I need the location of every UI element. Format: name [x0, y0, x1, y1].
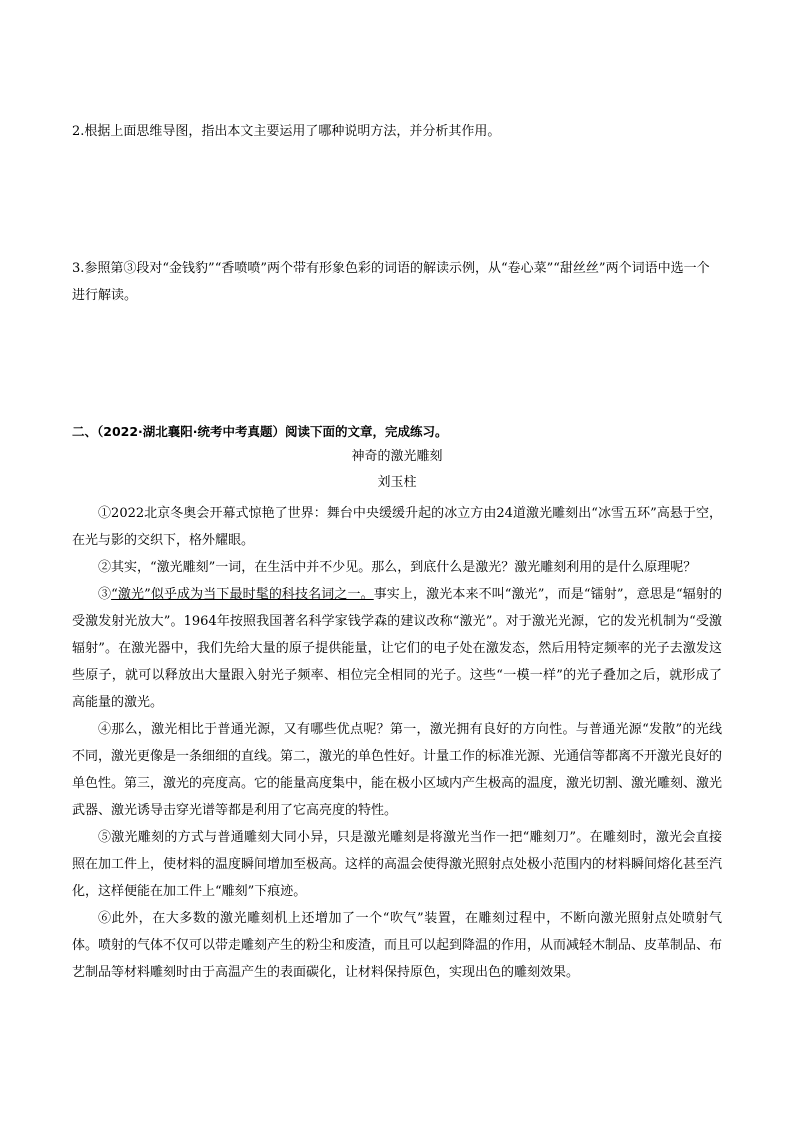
- article-author: 刘玉柱: [377, 475, 417, 490]
- section-heading: 二、（2022·湖北襄阳·统考中考真题）阅读下面的文章，完成练习。: [72, 424, 448, 439]
- article-body: [72, 500, 722, 986]
- paragraph-3: [72, 581, 722, 716]
- paragraph-4: ④那么，激光相比于普通光源，又有哪些优点呢？第一，激光拥有良好的方向性。与普通光源“发散”的光线不同，激光更像是一条细细的直线。第二，激光的单色性好。计量工作的标准光源、光通信等都离不开激光良好的单色性。第三，激光的亮度高。它的能量高度集中，能在极小区域内产生极高的温度，激光切割、激光雕刻、激光武器、激光诱导击穿光谱等都是利用了它高亮度的特性。: [72, 722, 723, 818]
- paragraph-3-underlined-sentence: “激光”似乎成为当下最时髦的科技名词之一。: [111, 587, 374, 602]
- paragraph-3-number: ③: [98, 587, 112, 602]
- paragraph-2: ②其实，“激光雕刻”一词，在生活中并不少见。那么，到底什么是激光？激光雕刻利用的是什么原理呢？: [98, 560, 697, 575]
- article-title: 神奇的激光雕刻: [351, 449, 443, 464]
- question-2: 2.根据上面思维导图，指出本文主要运用了哪种说明方法，并分析其作用。: [72, 124, 501, 139]
- paragraph-3-text: 事实上，激光本来不叫“激光”，而是“镭射”，意思是“辐射的受激发射光放大”。1964年按照我国著名科学家钱学森的建议改称“激光”。对于激光光源，它的发光机制为“受激辐射”。在激光器中，我们先给大量的原子提供能量，让它们的电子处在激发态，然后用特定频率的光子去激发这些原子，就可以释放出大量跟入射光子频率、相位完全相同的光子。这些“一模一样”的光子叠加之后，就形成了高能量的激光。: [72, 587, 722, 710]
- paragraph-6: ⑥此外，在大多数的激光雕刻机上还增加了一个“吹气”装置，在雕刻过程中，不断向激光照射点处喷射气体。喷射的气体不仅可以带走雕刻产生的粉尘和废渣，而且可以起到降温的作用，从而减轻木制品、皮革制品、布艺制品等材料雕刻时由于高温产生的表面碳化，让材料保持原色，实现出色的雕刻效果。: [72, 911, 723, 980]
- paragraph-5: ⑤激光雕刻的方式与普通雕刻大同小异，只是激光雕刻是将激光当作一把“雕刻刀”。在雕刻时，激光会直接照在加工件上，使材料的温度瞬间增加至极高。这样的高温会使得激光照射点处极小范围内的材料瞬间熔化甚至汽化，这样便能在加工件上“雕刻”下痕迹。: [72, 830, 723, 899]
- question-3: 3.参照第③段对“金钱豹”“香喷喷”两个带有形象色彩的词语的解读示例，从“卷心菜”“甜丝丝”两个词语中选一个进行解读。: [72, 261, 710, 303]
- paragraph-1: ①2022北京冬奥会开幕式惊艳了世界：舞台中央缓缓升起的冰立方由24道激光雕刻出“冰雪五环”高悬于空，在光与影的交织下，格外耀眼。: [72, 506, 722, 548]
